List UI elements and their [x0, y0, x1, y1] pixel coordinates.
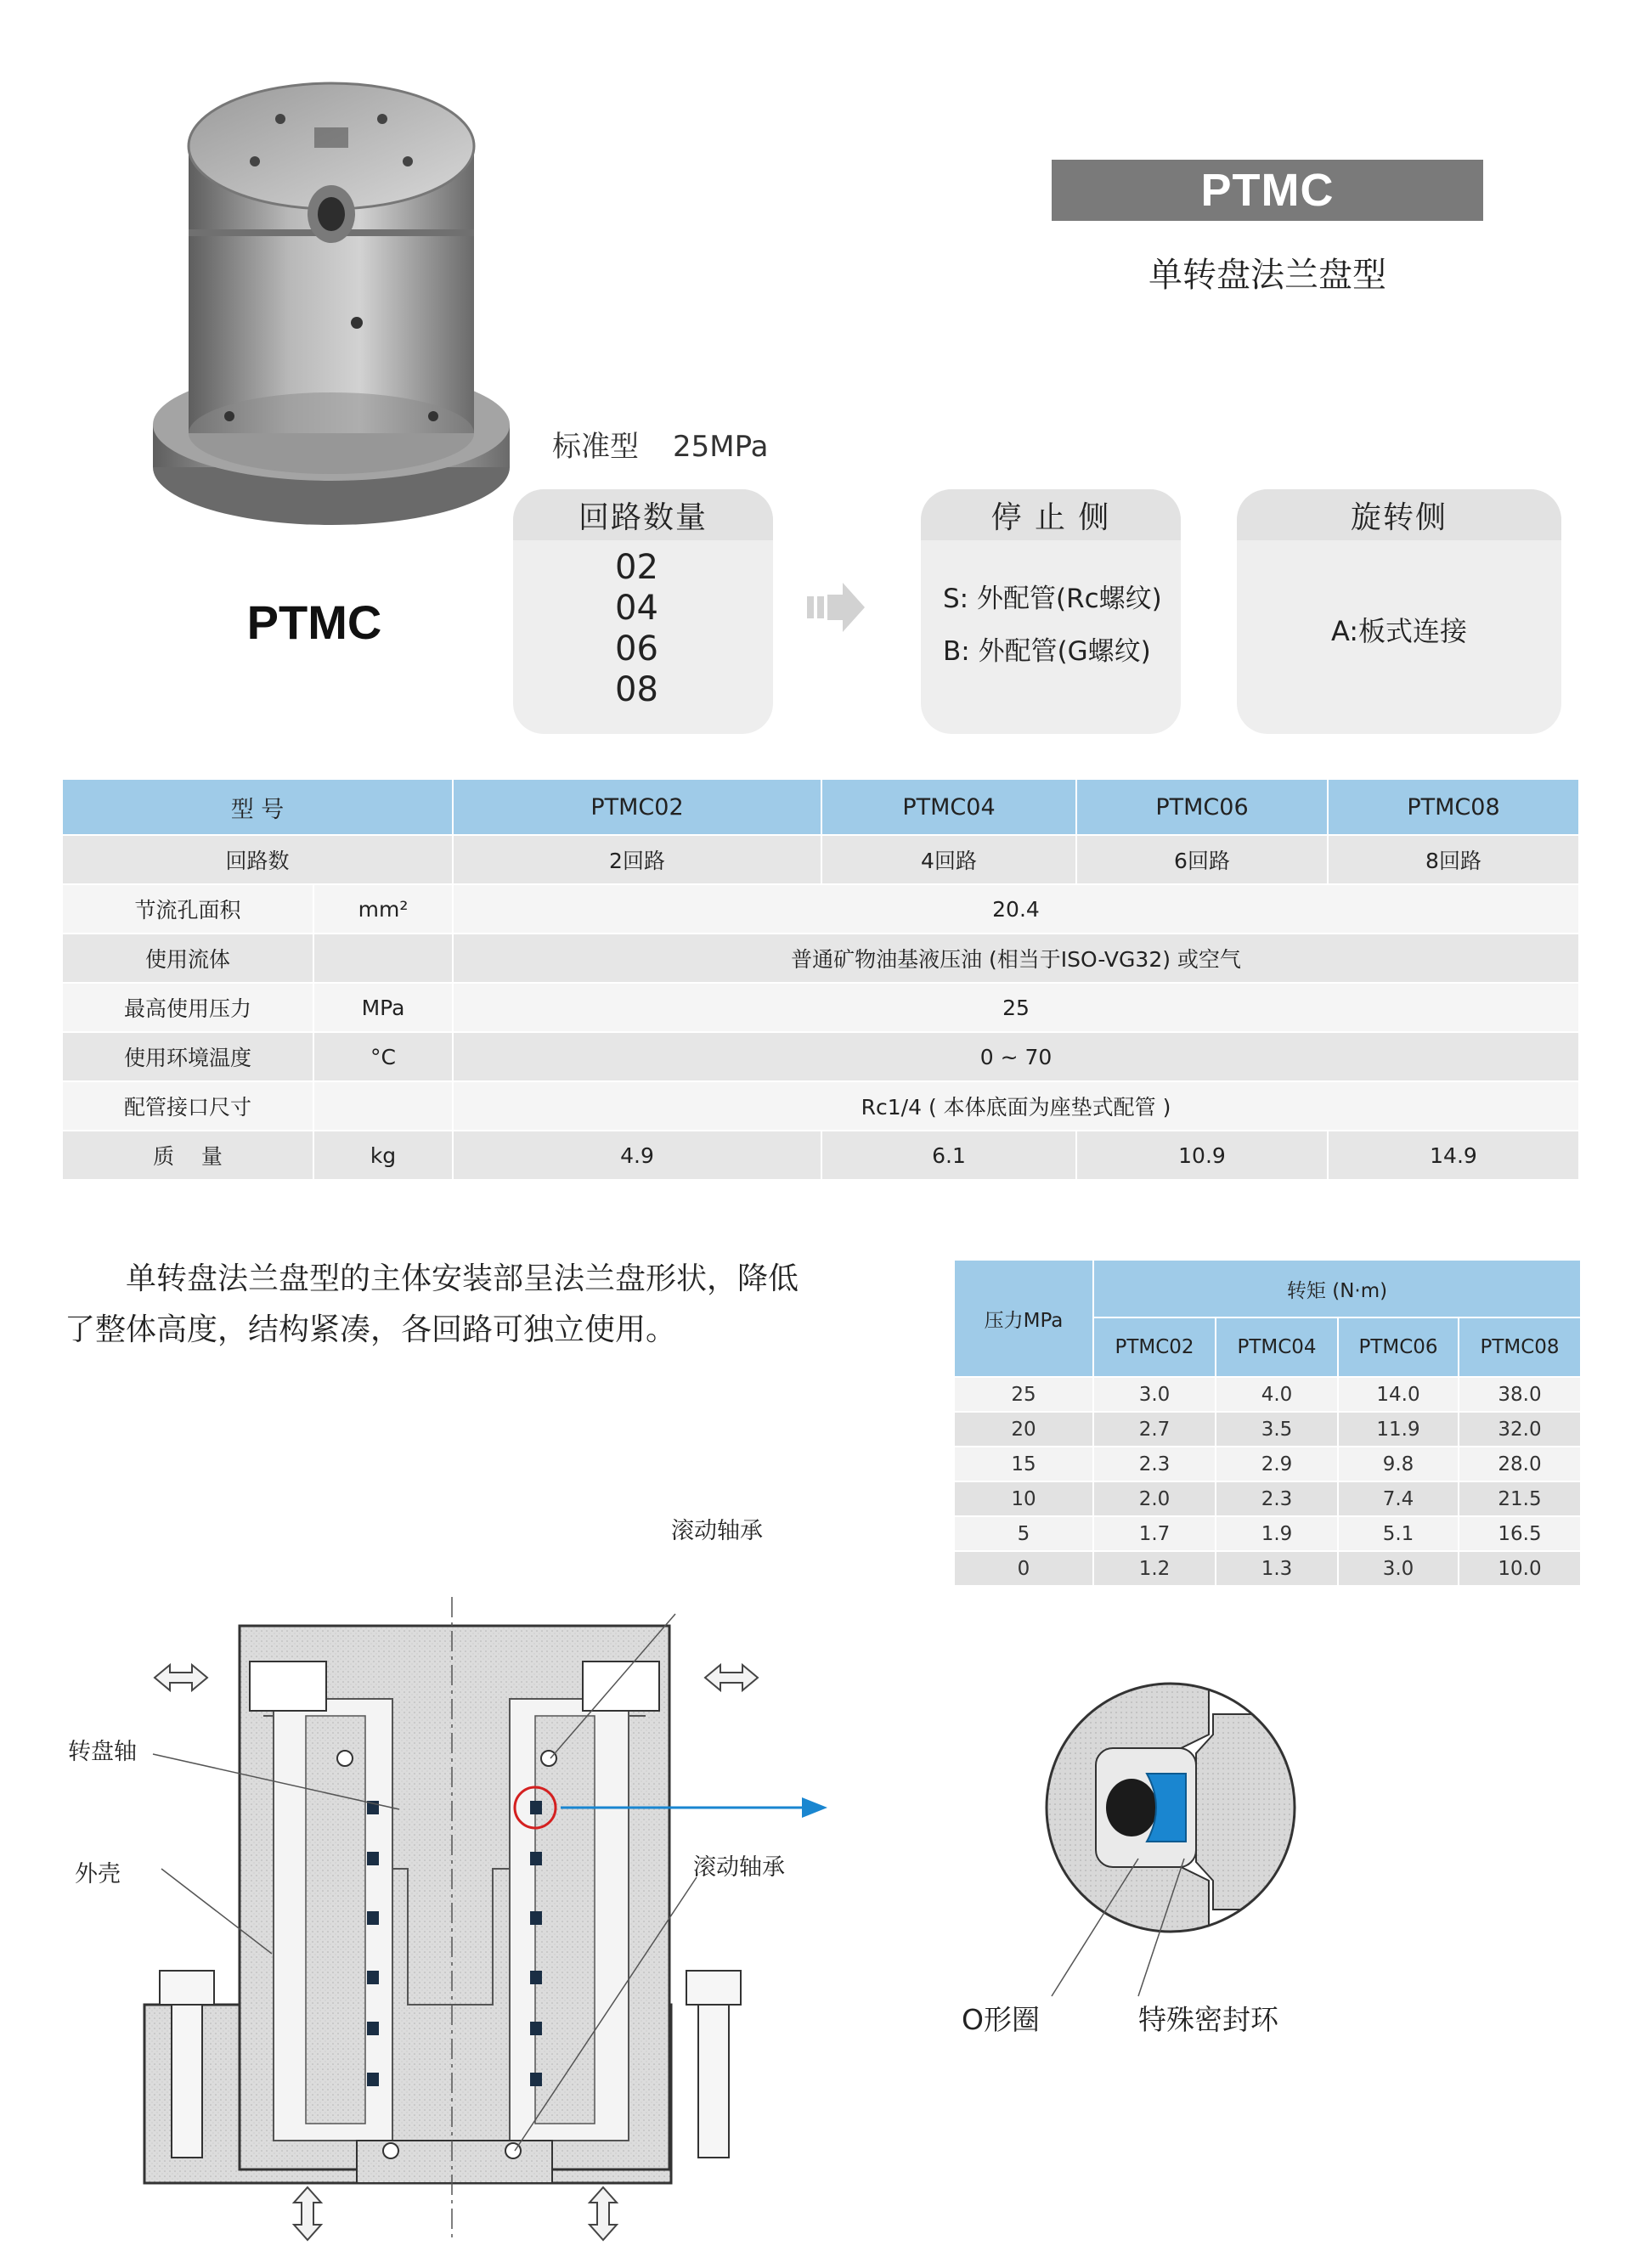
- cell: 0 ~ 70: [453, 1032, 1579, 1081]
- cell: 4.9: [453, 1131, 821, 1180]
- pressure-cell: 5: [954, 1516, 1093, 1551]
- cell: 1.9: [1216, 1516, 1338, 1551]
- spec-table: [61, 778, 1580, 1181]
- cell: 1.2: [1093, 1551, 1216, 1586]
- cell: 2回路: [453, 835, 821, 884]
- table-row: [954, 1516, 1581, 1551]
- cell: 6.1: [821, 1131, 1076, 1180]
- pressure-cell: 15: [954, 1447, 1093, 1481]
- cell: 2.3: [1093, 1447, 1216, 1481]
- cell: 普通矿物油基液压油 (相当于ISO-VG32) 或空气: [453, 934, 1579, 983]
- model-column: PTMC06: [1076, 779, 1328, 835]
- row-unit: [313, 934, 453, 983]
- rotation-side-box: [1237, 489, 1561, 734]
- model-column: PTMC08: [1328, 779, 1579, 835]
- label-housing: 外壳: [75, 1861, 121, 1887]
- model-column: PTMC02: [453, 779, 821, 835]
- torque-model-column: PTMC08: [1459, 1317, 1581, 1377]
- cell: 28.0: [1459, 1447, 1581, 1481]
- table-row: [62, 934, 1579, 983]
- circuit-code: 02: [615, 548, 658, 587]
- circuit-count-title: 回路数量: [513, 489, 773, 540]
- torque-model-column: PTMC04: [1216, 1317, 1338, 1377]
- circuit-code: 04: [615, 589, 658, 628]
- row-label: 质 量: [62, 1131, 313, 1180]
- cell: 2.7: [1093, 1412, 1216, 1447]
- model-column: PTMC04: [821, 779, 1076, 835]
- cell: 4回路: [821, 835, 1076, 884]
- label-o-ring: O形圈: [962, 2003, 1040, 2036]
- table-row: [954, 1551, 1581, 1586]
- cell: 10.0: [1459, 1551, 1581, 1586]
- product-subtitle: 单转盘法兰盘型: [1148, 256, 1386, 295]
- cell: 1.3: [1216, 1551, 1338, 1586]
- product-photo-label: PTMC: [246, 595, 382, 649]
- cell: 9.8: [1338, 1447, 1459, 1481]
- product-photo: [144, 68, 518, 544]
- spec-line: [552, 423, 768, 465]
- cell: 21.5: [1459, 1481, 1581, 1516]
- cell: 4.0: [1216, 1377, 1338, 1412]
- table-row: [62, 1131, 1579, 1180]
- table-row: [62, 1081, 1579, 1131]
- pressure-cell: 10: [954, 1481, 1093, 1516]
- stop-side-title: 停 止 侧: [921, 489, 1181, 540]
- cell: 14.0: [1338, 1377, 1459, 1412]
- row-unit: [313, 1081, 453, 1131]
- cell: 2.9: [1216, 1447, 1338, 1481]
- pressure-cell: 0: [954, 1551, 1093, 1586]
- torque-model-column: PTMC06: [1338, 1317, 1459, 1377]
- detail-leader-lines: [977, 1826, 1317, 2013]
- cell: 8回路: [1328, 835, 1579, 884]
- table-row: [62, 884, 1579, 934]
- label-bearing-top: 滚动轴承: [671, 1518, 763, 1544]
- table-row: [62, 983, 1579, 1032]
- torque-header: 转矩 (N·m): [1093, 1260, 1581, 1317]
- cell: 16.5: [1459, 1516, 1581, 1551]
- table-row: [954, 1447, 1581, 1481]
- spec-table-header: [62, 779, 1579, 835]
- cell: 5.1: [1338, 1516, 1459, 1551]
- row-label: 使用环境温度: [62, 1032, 313, 1081]
- row-label: 最高使用压力: [62, 983, 313, 1032]
- product-title: PTMC: [1052, 160, 1483, 221]
- model-header: 型 号: [62, 779, 453, 835]
- blue-arrow-head-icon: [802, 1797, 827, 1818]
- table-row: [954, 1481, 1581, 1516]
- cell: 14.9: [1328, 1131, 1579, 1180]
- cell: Rc1/4 ( 本体底面为座垫式配管 ): [453, 1081, 1579, 1131]
- cell: 3.5: [1216, 1412, 1338, 1447]
- cell: 3.0: [1338, 1551, 1459, 1586]
- spec-pressure: 25MPa: [673, 430, 769, 464]
- cell: 7.4: [1338, 1481, 1459, 1516]
- cell: 38.0: [1459, 1377, 1581, 1412]
- cell: 2.0: [1093, 1481, 1216, 1516]
- row-label: 节流孔面积: [62, 884, 313, 934]
- label-shaft: 转盘轴: [68, 1739, 137, 1765]
- cell: 20.4: [453, 884, 1579, 934]
- circuit-code: 06: [615, 629, 658, 669]
- torque-table: [953, 1259, 1582, 1587]
- row-unit: kg: [313, 1131, 453, 1180]
- table-row: [62, 1032, 1579, 1081]
- cell: 25: [453, 983, 1579, 1032]
- pressure-cell: 25: [954, 1377, 1093, 1412]
- row-unit: mm²: [313, 884, 453, 934]
- pressure-cell: 20: [954, 1412, 1093, 1447]
- rotation-side-title: 旋转侧: [1237, 489, 1561, 540]
- torque-model-column: PTMC02: [1093, 1317, 1216, 1377]
- circuit-code: 08: [615, 670, 658, 709]
- cell: 3.0: [1093, 1377, 1216, 1412]
- row-unit: MPa: [313, 983, 453, 1032]
- rotation-side-option: A:板式连接: [1330, 615, 1468, 647]
- pressure-header: 压力MPa: [954, 1260, 1093, 1377]
- row-unit: °C: [313, 1032, 453, 1081]
- circuit-count-box: [513, 489, 773, 734]
- label-special-seal: 特殊密封环: [1138, 2003, 1278, 2036]
- cell: 1.7: [1093, 1516, 1216, 1551]
- arrow-right-icon: [807, 578, 866, 637]
- spec-type: 标准型: [552, 430, 639, 464]
- row-label: 使用流体: [62, 934, 313, 983]
- cell: 11.9: [1338, 1412, 1459, 1447]
- cell: 32.0: [1459, 1412, 1581, 1447]
- stop-side-option: B: 外配管(G螺纹): [943, 636, 1151, 667]
- row-label: 配管接口尺寸: [62, 1081, 313, 1131]
- row-label: 回路数: [62, 835, 453, 884]
- label-bearing-bottom: 滚动轴承: [693, 1854, 785, 1881]
- stop-side-box: [921, 489, 1181, 734]
- table-row: [954, 1412, 1581, 1447]
- table-row: [62, 835, 1579, 884]
- cell: 6回路: [1076, 835, 1328, 884]
- table-row: [954, 1377, 1581, 1412]
- cell: 2.3: [1216, 1481, 1338, 1516]
- description-text: 单转盘法兰盘型的主体安装部呈法兰盘形状，降低了整体高度，结构紧凑，各回路可独立使用。: [65, 1261, 799, 1347]
- stop-side-options: [921, 540, 1181, 678]
- stop-side-option: S: 外配管(Rc螺纹): [943, 584, 1162, 614]
- cell: 10.9: [1076, 1131, 1328, 1180]
- circuit-codes: [513, 540, 773, 710]
